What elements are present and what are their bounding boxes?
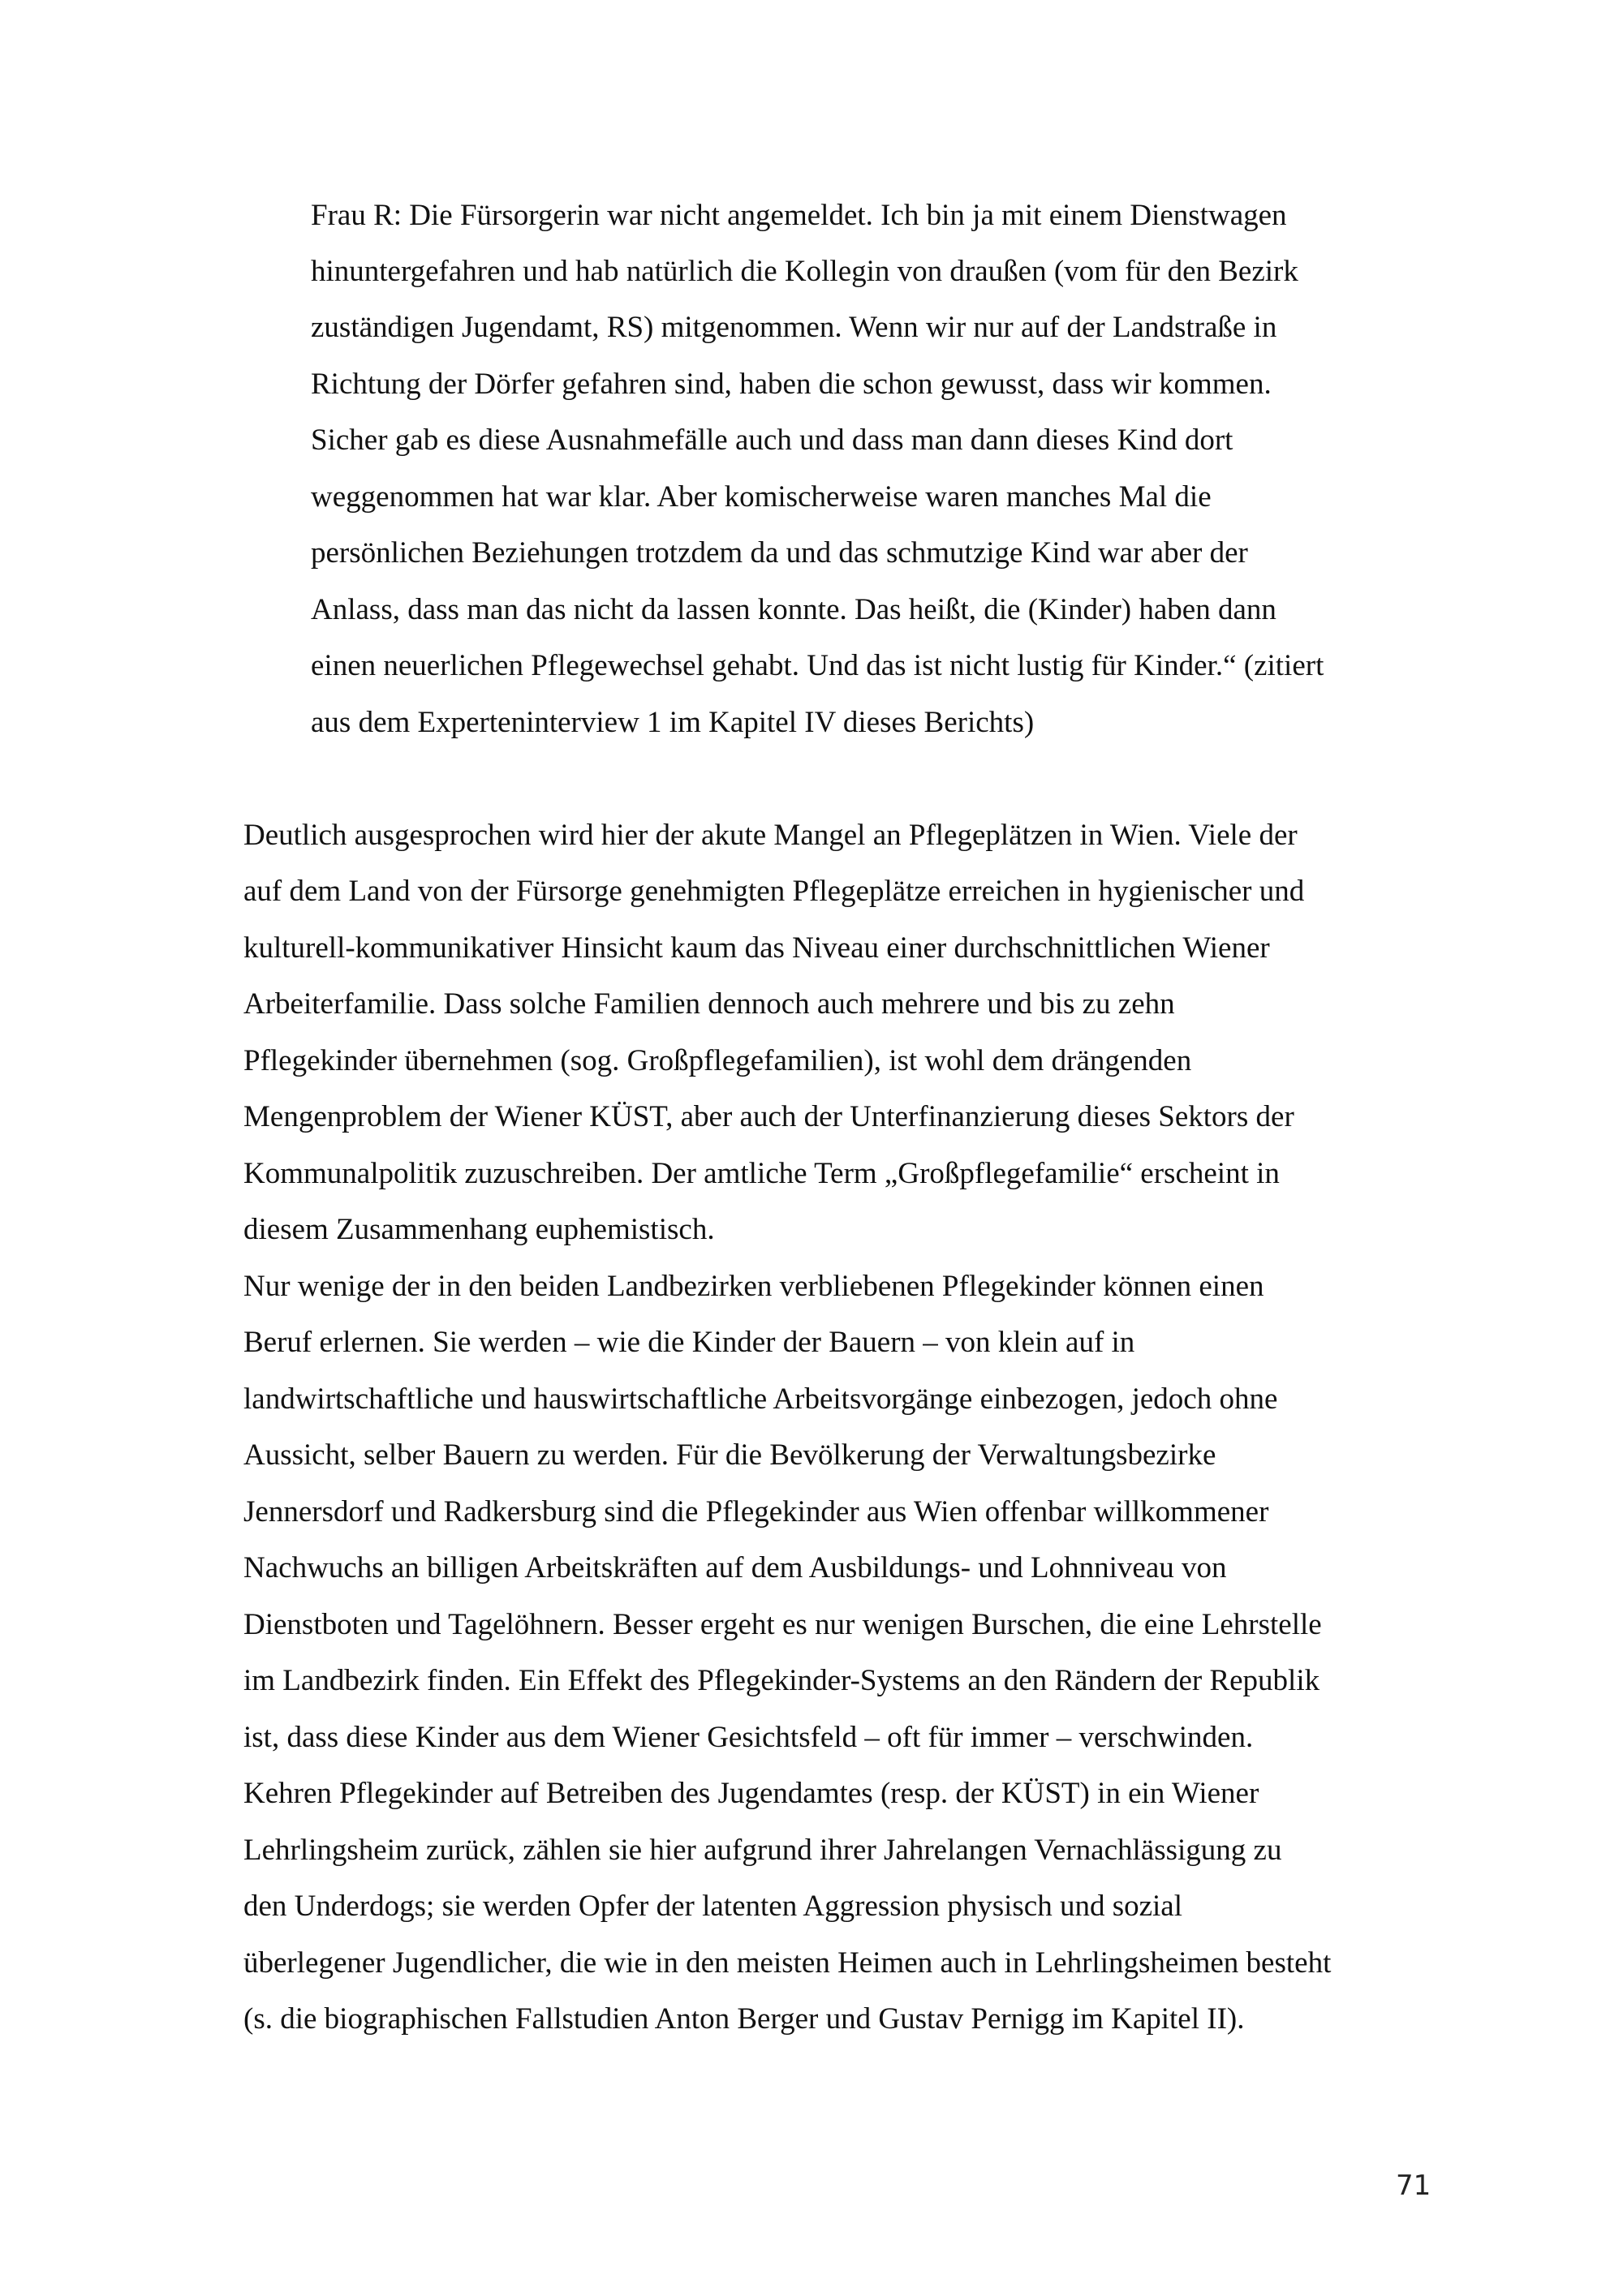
quote-line: zuständigen Jugendamt, RS) mitgenommen. Wenn wir nur auf der Landstraße in <box>311 311 1277 344</box>
body-line: landwirtschaftliche und hauswirtschaftliche Arbeitsvorgänge einbezogen, jedoch ohne <box>243 1382 1278 1416</box>
body-line: Lehrlingsheim zurück, zählen sie hier aufgrund ihrer Jahrelangen Vernachlässigung zu <box>243 1834 1282 1867</box>
body-line: Mengenproblem der Wiener KÜST, aber auch der Unterfinanzierung dieses Sektors der <box>243 1100 1294 1133</box>
body-line: diesem Zusammenhang euphemistisch. <box>243 1213 715 1246</box>
body-line: Pflegekinder übernehmen (sog. Großpflegefamilien), ist wohl dem drängenden <box>243 1044 1192 1077</box>
body-line: Arbeiterfamilie. Dass solche Familien dennoch auch mehrere und bis zu zehn <box>243 987 1175 1021</box>
body-line: Nur wenige der in den beiden Landbezirken verbliebenen Pflegekinder können einen <box>243 1270 1264 1303</box>
body-line: Deutlich ausgesprochen wird hier der akute Mangel an Pflegeplätzen in Wien. Viele der <box>243 819 1298 852</box>
quote-line: Sicher gab es diese Ausnahmefälle auch und dass man dann dieses Kind dort <box>311 424 1233 457</box>
body-line: (s. die biographischen Fallstudien Anton Berger und Gustav Pernigg im Kapitel II). <box>243 2002 1245 2036</box>
quote-line: aus dem Experteninterview 1 im Kapitel IV dieses Berichts) <box>311 706 1035 739</box>
body-line: Jennersdorf und Radkersburg sind die Pflegekinder aus Wien offenbar willkommener <box>243 1495 1269 1529</box>
body-line: im Landbezirk finden. Ein Effekt des Pflegekinder-Systems an den Rändern der Republik <box>243 1664 1320 1697</box>
body-line: kulturell-kommunikativer Hinsicht kaum das Niveau einer durchschnittlichen Wiener <box>243 931 1270 965</box>
body-line: Dienstboten und Tagelöhnern. Besser ergeht es nur wenigen Burschen, die eine Lehrstelle <box>243 1608 1322 1641</box>
body-line: Kehren Pflegekinder auf Betreiben des Jugendamtes (resp. der KÜST) in ein Wiener <box>243 1777 1259 1810</box>
page-number: 71 <box>1396 2169 1431 2202</box>
body-line: überlegener Jugendlicher, die wie in den meisten Heimen auch in Lehrlingsheimen besteht <box>243 1946 1332 1980</box>
body-line: Kommunalpolitik zuzuschreiben. Der amtliche Term „Großpflegefamilie“ erscheint in <box>243 1157 1280 1190</box>
body-line: auf dem Land von der Fürsorge genehmigten Pflegeplätze erreichen in hygienischer und <box>243 875 1305 908</box>
body-line: Nachwuchs an billigen Arbeitskräften auf dem Ausbildungs- und Lohnniveau von <box>243 1551 1227 1584</box>
body-line: Aussicht, selber Bauern zu werden. Für die Bevölkerung der Verwaltungsbezirke <box>243 1438 1216 1472</box>
body-line: Beruf erlernen. Sie werden – wie die Kinder der Bauern – von klein auf in <box>243 1326 1135 1359</box>
quote-line: Anlass, dass man das nicht da lassen konnte. Das heißt, die (Kinder) haben dann <box>311 593 1276 626</box>
quote-line: einen neuerlichen Pflegewechsel gehabt. Und das ist nicht lustig für Kinder.“ (zitiert <box>311 649 1324 682</box>
quote-line: Richtung der Dörfer gefahren sind, haben die schon gewusst, dass wir kommen. <box>311 368 1272 401</box>
quote-line: Frau R: Die Fürsorgerin war nicht angemeldet. Ich bin ja mit einem Dienstwagen <box>311 199 1287 232</box>
quote-line: hinuntergefahren und hab natürlich die Kollegin von draußen (vom für den Bezirk <box>311 255 1298 288</box>
quote-line: persönlichen Beziehungen trotzdem da und das schmutzige Kind war aber der <box>311 536 1248 570</box>
body-line: ist, dass diese Kinder aus dem Wiener Gesichtsfeld – oft für immer – verschwinden. <box>243 1721 1254 1754</box>
body-line: den Underdogs; sie werden Opfer der latenten Aggression physisch und sozial <box>243 1890 1182 1923</box>
quote-line: weggenommen hat war klar. Aber komischerweise waren manches Mal die <box>311 480 1212 514</box>
